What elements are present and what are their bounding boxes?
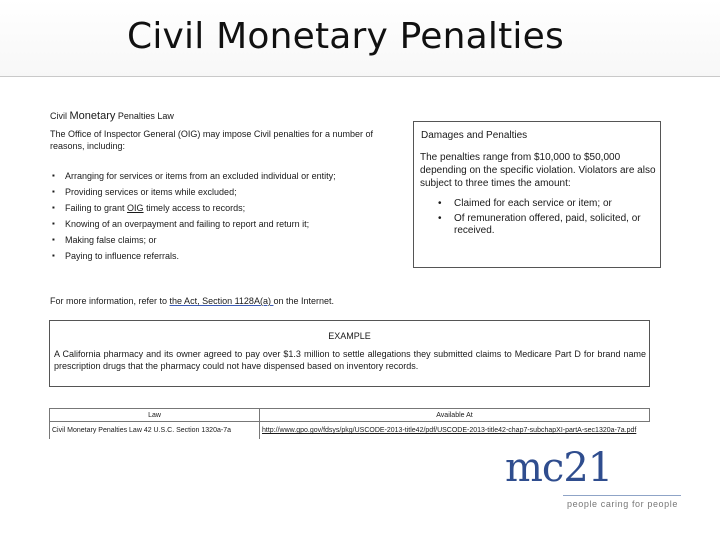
reference-table — [49, 408, 650, 439]
damages-text: The penalties range from $10,000 to $50,000 depending on the specific violation. Violators are also subject to three times the amount: — [420, 152, 656, 189]
violation-list — [50, 168, 336, 264]
title-bar — [0, 0, 720, 77]
list-item: • Claimed for each service or item; or — [438, 198, 650, 210]
header-law: Law — [50, 409, 260, 422]
list-item: ▪ Knowing of an overpayment and failing to report and return it; — [50, 216, 336, 232]
example-title: EXAMPLE — [328, 331, 371, 341]
header-available-at: Available At — [260, 409, 650, 422]
example-text: A California pharmacy and its owner agreed to pay over $1.3 million to settle allegations they submitted claims to Medicare Part D for brand name prescription drugs that the pharmacy could not have dispensed based on inventory records. — [54, 349, 646, 371]
list-item: ▪ Paying to influence referrals. — [50, 248, 336, 264]
list-item: • Of remuneration offered, paid, solicited, or received. — [438, 213, 650, 237]
damages-list — [438, 198, 650, 240]
law-heading-suffix: Penalties Law — [115, 111, 174, 121]
more-info-after: on the Internet. — [273, 296, 334, 306]
more-info — [50, 296, 334, 306]
list-item: ▪ Providing services or items while excluded; — [50, 184, 336, 200]
oig-before: Failing to grant — [65, 203, 128, 213]
link-cell — [260, 422, 650, 440]
list-item: ▪ Making false claims; or — [50, 232, 336, 248]
table-row — [50, 422, 650, 440]
page-title: Civil Monetary Penalties — [127, 16, 564, 57]
oig-abbrev: OIG — [127, 203, 144, 213]
more-info-before: For more information, refer to — [50, 296, 170, 306]
law-heading-emphasis: Monetary — [69, 110, 116, 122]
list-item — [50, 200, 336, 216]
law-cell: Civil Monetary Penalties Law 42 U.S.C. Section 1320a-7a — [50, 422, 260, 440]
act-link[interactable]: the Act, Section 1128A(a) — [169, 296, 274, 306]
damages-title: Damages and Penalties — [421, 130, 528, 141]
table-header-row — [50, 409, 650, 422]
law-heading-prefix: Civil — [50, 111, 70, 121]
example-box — [49, 320, 650, 387]
mc21-logo — [505, 446, 685, 516]
logo-tagline: people caring for people — [567, 499, 678, 509]
list-item: ▪ Arranging for services or items from an excluded individual or entity; — [50, 168, 336, 184]
logo-divider — [563, 495, 681, 496]
uscode-link[interactable]: http://www.gpo.gov/fdsys/pkg/USCODE-2013-title42/pdf/USCODE-2013-title42-chap7-subchapXI-partA-sec1320a-7a.pdf — [262, 427, 637, 434]
logo-mark: mc21 — [505, 445, 613, 491]
law-heading — [50, 110, 174, 122]
oig-after: timely access to records; — [143, 203, 246, 213]
damages-box — [413, 121, 661, 268]
law-intro: The Office of Inspector General (OIG) may impose Civil penalties for a number of reasons, including: — [50, 129, 373, 151]
